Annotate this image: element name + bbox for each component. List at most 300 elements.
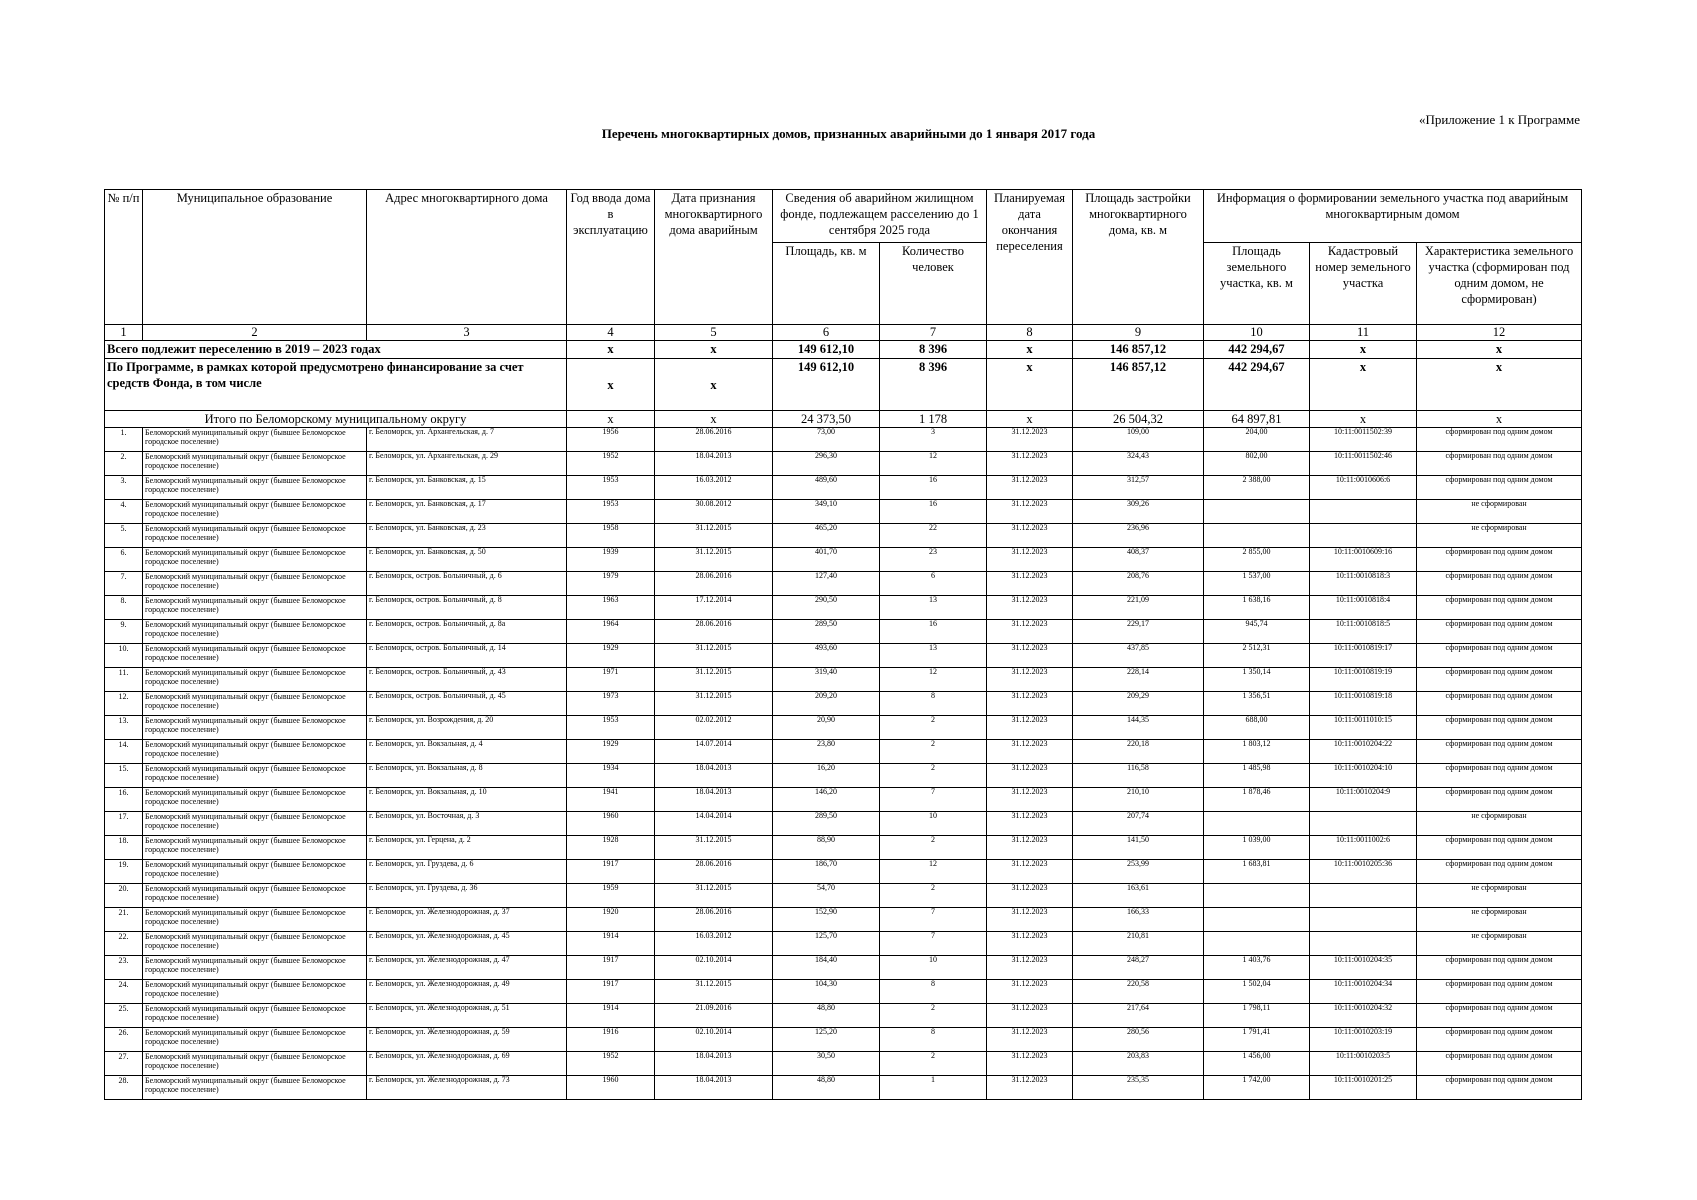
- row-planned-date: 31.12.2023: [987, 500, 1073, 524]
- row-land-area: 1 878,46: [1204, 788, 1310, 812]
- row-address: г. Беломорск, ул. Железнодорожная, д. 49: [367, 980, 567, 1004]
- row-build-area: 217,64: [1073, 1004, 1204, 1028]
- row-recognition-date: 31.12.2015: [655, 524, 773, 548]
- table-row: [105, 908, 1582, 932]
- row-municipality: Беломорский муниципальный округ (бывшее Беломорское городское поселение): [143, 740, 367, 764]
- row-municipality: Беломорский муниципальный округ (бывшее Беломорское городское поселение): [143, 1076, 367, 1100]
- row-address: г. Беломорск, ул. Железнодорожная, д. 73: [367, 1076, 567, 1100]
- row-municipality: Беломорский муниципальный округ (бывшее Беломорское городское поселение): [143, 1052, 367, 1076]
- row-cadastral: 10:11:0010818:3: [1310, 572, 1417, 596]
- table-row: [105, 476, 1582, 500]
- col-header-build-area: Площадь застройки многоквартирного дома, кв. м: [1073, 190, 1204, 325]
- row-recognition-date: 18.04.2013: [655, 764, 773, 788]
- row-people: 13: [880, 596, 987, 620]
- row-planned-date: 31.12.2023: [987, 596, 1073, 620]
- row-year: 1939: [567, 548, 655, 572]
- row-build-area: 163,61: [1073, 884, 1204, 908]
- total-build: 146 857,12: [1073, 341, 1204, 359]
- row-people: 7: [880, 788, 987, 812]
- total-char: x: [1417, 341, 1582, 359]
- row-recognition-date: 02.10.2014: [655, 956, 773, 980]
- program-land: 442 294,67: [1204, 359, 1310, 411]
- row-cadastral: 10:11:0010819:19: [1310, 668, 1417, 692]
- column-number: 6: [773, 325, 880, 341]
- table-row: [105, 596, 1582, 620]
- row-planned-date: 31.12.2023: [987, 956, 1073, 980]
- row-area: 16,20: [773, 764, 880, 788]
- row-people: 12: [880, 452, 987, 476]
- total-label: Всего подлежит переселению в 2019 – 2023 годах: [105, 341, 567, 359]
- row-number: 7.: [105, 572, 143, 596]
- row-number: 1.: [105, 428, 143, 452]
- row-planned-date: 31.12.2023: [987, 692, 1073, 716]
- row-area: 125,20: [773, 1028, 880, 1052]
- row-planned-date: 31.12.2023: [987, 788, 1073, 812]
- row-year: 1952: [567, 1052, 655, 1076]
- subtotal-plan: x: [987, 411, 1073, 428]
- row-cadastral: 10:11:0010201:25: [1310, 1076, 1417, 1100]
- row-number: 20.: [105, 884, 143, 908]
- row-area: 493,60: [773, 644, 880, 668]
- row-year: 1960: [567, 812, 655, 836]
- row-planned-date: 31.12.2023: [987, 1004, 1073, 1028]
- program-plan: x: [987, 359, 1073, 411]
- row-number: 23.: [105, 956, 143, 980]
- housing-table: [104, 189, 1582, 1100]
- row-land-char: сформирован под одним домом: [1417, 476, 1582, 500]
- subtotal-date: x: [655, 411, 773, 428]
- row-land-char: сформирован под одним домом: [1417, 836, 1582, 860]
- total-year: x: [567, 341, 655, 359]
- row-address: г. Беломорск, остров. Больничный, д. 14: [367, 644, 567, 668]
- row-area: 146,20: [773, 788, 880, 812]
- row-land-area: 1 537,00: [1204, 572, 1310, 596]
- row-number: 3.: [105, 476, 143, 500]
- row-cadastral: 10:11:0010204:34: [1310, 980, 1417, 1004]
- row-municipality: Беломорский муниципальный округ (бывшее Беломорское городское поселение): [143, 1004, 367, 1028]
- row-land-char: сформирован под одним домом: [1417, 452, 1582, 476]
- row-area: 48,80: [773, 1076, 880, 1100]
- program-build: 146 857,12: [1073, 359, 1204, 411]
- row-recognition-date: 16.03.2012: [655, 932, 773, 956]
- row-land-area: 1 485,98: [1204, 764, 1310, 788]
- total-plan: x: [987, 341, 1073, 359]
- row-land-area: [1204, 500, 1310, 524]
- row-municipality: Беломорский муниципальный округ (бывшее Беломорское городское поселение): [143, 764, 367, 788]
- row-people: 10: [880, 812, 987, 836]
- row-municipality: Беломорский муниципальный округ (бывшее Беломорское городское поселение): [143, 452, 367, 476]
- row-build-area: 141,50: [1073, 836, 1204, 860]
- total-people: 8 396: [880, 341, 987, 359]
- row-municipality: Беломорский муниципальный округ (бывшее Беломорское городское поселение): [143, 1028, 367, 1052]
- row-build-area: 235,35: [1073, 1076, 1204, 1100]
- table-row: [105, 644, 1582, 668]
- row-people: 23: [880, 548, 987, 572]
- col-header-year: Год ввода дома в эксплуатацию: [567, 190, 655, 325]
- row-year: 1964: [567, 620, 655, 644]
- row-area: 289,50: [773, 812, 880, 836]
- row-people: 2: [880, 1052, 987, 1076]
- row-planned-date: 31.12.2023: [987, 860, 1073, 884]
- row-address: г. Беломорск, ул. Банковская, д. 15: [367, 476, 567, 500]
- row-people: 2: [880, 884, 987, 908]
- row-cadastral: 10:11:0010818:4: [1310, 596, 1417, 620]
- row-land-char: не сформирован: [1417, 524, 1582, 548]
- appendix-label: «Приложение 1 к Программе: [1418, 112, 1580, 127]
- table-row: [105, 1004, 1582, 1028]
- row-people: 16: [880, 476, 987, 500]
- table-row: [105, 932, 1582, 956]
- row-people: 16: [880, 620, 987, 644]
- row-cadastral: 10:11:0010204:32: [1310, 1004, 1417, 1028]
- program-area: 149 612,10: [773, 359, 880, 411]
- row-year: 1917: [567, 980, 655, 1004]
- row-land-area: 802,00: [1204, 452, 1310, 476]
- row-planned-date: 31.12.2023: [987, 1052, 1073, 1076]
- table-row: [105, 1052, 1582, 1076]
- row-area: 401,70: [773, 548, 880, 572]
- row-number: 19.: [105, 860, 143, 884]
- row-land-char: сформирован под одним домом: [1417, 980, 1582, 1004]
- row-land-char: не сформирован: [1417, 884, 1582, 908]
- column-number: 7: [880, 325, 987, 341]
- row-build-area: 166,33: [1073, 908, 1204, 932]
- row-land-area: 688,00: [1204, 716, 1310, 740]
- row-people: 2: [880, 836, 987, 860]
- col-header-area: Площадь, кв. м: [773, 243, 880, 325]
- row-year: 1958: [567, 524, 655, 548]
- row-year: 1929: [567, 644, 655, 668]
- row-land-area: 1 356,51: [1204, 692, 1310, 716]
- table-row: [105, 884, 1582, 908]
- table-row: [105, 788, 1582, 812]
- row-build-area: 228,14: [1073, 668, 1204, 692]
- row-number: 6.: [105, 548, 143, 572]
- row-cadastral: 10:11:0010204:9: [1310, 788, 1417, 812]
- row-planned-date: 31.12.2023: [987, 980, 1073, 1004]
- row-land-area: [1204, 884, 1310, 908]
- row-cadastral: 10:11:0011502:39: [1310, 428, 1417, 452]
- program-year: x: [567, 359, 655, 411]
- row-planned-date: 31.12.2023: [987, 764, 1073, 788]
- table-row: [105, 860, 1582, 884]
- col-header-number: № п/п: [105, 190, 143, 325]
- row-address: г. Беломорск, ул. Вокзальная, д. 4: [367, 740, 567, 764]
- col-header-address: Адрес многоквартирного дома: [367, 190, 567, 325]
- row-recognition-date: 28.06.2016: [655, 860, 773, 884]
- row-planned-date: 31.12.2023: [987, 1028, 1073, 1052]
- row-recognition-date: 14.04.2014: [655, 812, 773, 836]
- row-planned-date: 31.12.2023: [987, 572, 1073, 596]
- row-cadastral: 10:11:0010204:22: [1310, 740, 1417, 764]
- row-land-char: не сформирован: [1417, 500, 1582, 524]
- program-cad: x: [1310, 359, 1417, 411]
- row-land-area: [1204, 932, 1310, 956]
- row-recognition-date: 14.07.2014: [655, 740, 773, 764]
- row-people: 8: [880, 1028, 987, 1052]
- row-address: г. Беломорск, остров. Больничный, д. 6: [367, 572, 567, 596]
- row-land-char: сформирован под одним домом: [1417, 644, 1582, 668]
- row-land-char: не сформирован: [1417, 932, 1582, 956]
- row-people: 1: [880, 1076, 987, 1100]
- row-address: г. Беломорск, ул. Архангельская, д. 7: [367, 428, 567, 452]
- row-address: г. Беломорск, ул. Восточная, д. 3: [367, 812, 567, 836]
- row-municipality: Беломорский муниципальный округ (бывшее Беломорское городское поселение): [143, 788, 367, 812]
- row-municipality: Беломорский муниципальный округ (бывшее Беломорское городское поселение): [143, 980, 367, 1004]
- row-planned-date: 31.12.2023: [987, 740, 1073, 764]
- row-recognition-date: 31.12.2015: [655, 692, 773, 716]
- row-land-area: 1 350,14: [1204, 668, 1310, 692]
- column-number: 1: [105, 325, 143, 341]
- total-row: [105, 341, 1582, 359]
- row-recognition-date: 16.03.2012: [655, 476, 773, 500]
- row-recognition-date: 28.06.2016: [655, 908, 773, 932]
- row-land-area: 1 791,41: [1204, 1028, 1310, 1052]
- column-number: 11: [1310, 325, 1417, 341]
- table-row: [105, 452, 1582, 476]
- row-build-area: 109,00: [1073, 428, 1204, 452]
- col-header-planned-date: Планируемая дата окончания переселения: [987, 190, 1073, 325]
- row-municipality: Беломорский муниципальный округ (бывшее Беломорское городское поселение): [143, 644, 367, 668]
- column-number: 4: [567, 325, 655, 341]
- table-row: [105, 620, 1582, 644]
- row-year: 1941: [567, 788, 655, 812]
- column-number: 2: [143, 325, 367, 341]
- row-planned-date: 31.12.2023: [987, 668, 1073, 692]
- row-municipality: Беломорский муниципальный округ (бывшее Беломорское городское поселение): [143, 956, 367, 980]
- row-land-char: сформирован под одним домом: [1417, 740, 1582, 764]
- row-people: 7: [880, 932, 987, 956]
- row-land-area: [1204, 908, 1310, 932]
- row-people: 2: [880, 1004, 987, 1028]
- row-recognition-date: 18.04.2013: [655, 788, 773, 812]
- table-row: [105, 812, 1582, 836]
- row-municipality: Беломорский муниципальный округ (бывшее Беломорское городское поселение): [143, 836, 367, 860]
- row-municipality: Беломорский муниципальный округ (бывшее Беломорское городское поселение): [143, 668, 367, 692]
- row-people: 22: [880, 524, 987, 548]
- row-area: 125,70: [773, 932, 880, 956]
- row-address: г. Беломорск, ул. Банковская, д. 50: [367, 548, 567, 572]
- row-land-area: 1 403,76: [1204, 956, 1310, 980]
- row-address: г. Беломорск, ул. Железнодорожная, д. 59: [367, 1028, 567, 1052]
- row-build-area: 210,81: [1073, 932, 1204, 956]
- row-build-area: 220,18: [1073, 740, 1204, 764]
- row-address: г. Беломорск, остров. Больничный, д. 45: [367, 692, 567, 716]
- row-area: 186,70: [773, 860, 880, 884]
- row-number: 10.: [105, 644, 143, 668]
- row-municipality: Беломорский муниципальный округ (бывшее Беломорское городское поселение): [143, 692, 367, 716]
- row-planned-date: 31.12.2023: [987, 620, 1073, 644]
- row-municipality: Беломорский муниципальный округ (бывшее Беломорское городское поселение): [143, 500, 367, 524]
- subtotal-people: 1 178: [880, 411, 987, 428]
- row-build-area: 209,29: [1073, 692, 1204, 716]
- row-build-area: 221,09: [1073, 596, 1204, 620]
- row-people: 2: [880, 740, 987, 764]
- row-land-area: 945,74: [1204, 620, 1310, 644]
- row-land-area: 1 798,11: [1204, 1004, 1310, 1028]
- row-people: 2: [880, 716, 987, 740]
- row-year: 1952: [567, 452, 655, 476]
- row-cadastral: 10:11:0010204:35: [1310, 956, 1417, 980]
- row-cadastral: 10:11:0010819:17: [1310, 644, 1417, 668]
- col-header-people: Количество человек: [880, 243, 987, 325]
- column-number: 3: [367, 325, 567, 341]
- row-municipality: Беломорский муниципальный округ (бывшее Беломорское городское поселение): [143, 524, 367, 548]
- row-people: 8: [880, 980, 987, 1004]
- row-cadastral: 10:11:0010606:6: [1310, 476, 1417, 500]
- row-address: г. Беломорск, остров. Больничный, д. 8: [367, 596, 567, 620]
- row-land-area: 1 683,81: [1204, 860, 1310, 884]
- row-planned-date: 31.12.2023: [987, 428, 1073, 452]
- row-year: 1953: [567, 500, 655, 524]
- row-recognition-date: 31.12.2015: [655, 980, 773, 1004]
- row-cadastral: 10:11:0010819:18: [1310, 692, 1417, 716]
- row-area: 349,10: [773, 500, 880, 524]
- row-number: 12.: [105, 692, 143, 716]
- row-recognition-date: 21.09.2016: [655, 1004, 773, 1028]
- column-number: 9: [1073, 325, 1204, 341]
- row-address: г. Беломорск, ул. Архангельская, д. 29: [367, 452, 567, 476]
- row-recognition-date: 30.08.2012: [655, 500, 773, 524]
- row-address: г. Беломорск, ул. Вокзальная, д. 10: [367, 788, 567, 812]
- row-people: 8: [880, 692, 987, 716]
- row-recognition-date: 02.02.2012: [655, 716, 773, 740]
- row-build-area: 437,85: [1073, 644, 1204, 668]
- table-row: [105, 980, 1582, 1004]
- subtotal-row: [105, 411, 1582, 428]
- row-land-area: 1 803,12: [1204, 740, 1310, 764]
- row-number: 22.: [105, 932, 143, 956]
- row-cadastral: [1310, 500, 1417, 524]
- row-municipality: Беломорский муниципальный округ (бывшее Беломорское городское поселение): [143, 932, 367, 956]
- subtotal-char: x: [1417, 411, 1582, 428]
- row-build-area: 408,37: [1073, 548, 1204, 572]
- col-header-recognition-date: Дата признания многоквартирного дома аварийным: [655, 190, 773, 325]
- row-build-area: 280,56: [1073, 1028, 1204, 1052]
- row-planned-date: 31.12.2023: [987, 932, 1073, 956]
- table-row: [105, 524, 1582, 548]
- row-people: 13: [880, 644, 987, 668]
- row-planned-date: 31.12.2023: [987, 476, 1073, 500]
- row-address: г. Беломорск, ул. Железнодорожная, д. 37: [367, 908, 567, 932]
- row-build-area: 253,99: [1073, 860, 1204, 884]
- row-cadastral: 10:11:0011502:46: [1310, 452, 1417, 476]
- row-municipality: Беломорский муниципальный округ (бывшее Беломорское городское поселение): [143, 428, 367, 452]
- subtotal-label: Итого по Беломорскому муниципальному округу: [105, 411, 567, 428]
- row-number: 28.: [105, 1076, 143, 1100]
- row-land-char: сформирован под одним домом: [1417, 428, 1582, 452]
- row-people: 2: [880, 764, 987, 788]
- row-address: г. Беломорск, ул. Железнодорожная, д. 51: [367, 1004, 567, 1028]
- row-year: 1971: [567, 668, 655, 692]
- row-year: 1979: [567, 572, 655, 596]
- column-number: 10: [1204, 325, 1310, 341]
- row-cadastral: [1310, 884, 1417, 908]
- row-planned-date: 31.12.2023: [987, 884, 1073, 908]
- row-land-area: [1204, 524, 1310, 548]
- total-cad: x: [1310, 341, 1417, 359]
- row-area: 290,50: [773, 596, 880, 620]
- row-area: 209,20: [773, 692, 880, 716]
- row-municipality: Беломорский муниципальный округ (бывшее Беломорское городское поселение): [143, 908, 367, 932]
- row-recognition-date: 28.06.2016: [655, 572, 773, 596]
- row-year: 1917: [567, 956, 655, 980]
- row-planned-date: 31.12.2023: [987, 548, 1073, 572]
- row-land-char: сформирован под одним домом: [1417, 620, 1582, 644]
- row-land-char: сформирован под одним домом: [1417, 692, 1582, 716]
- row-address: г. Беломорск, ул. Возрождения, д. 20: [367, 716, 567, 740]
- row-land-area: [1204, 812, 1310, 836]
- row-number: 11.: [105, 668, 143, 692]
- row-area: 73,00: [773, 428, 880, 452]
- subtotal-cad: x: [1310, 411, 1417, 428]
- row-cadastral: 10:11:0010205:36: [1310, 860, 1417, 884]
- row-area: 296,30: [773, 452, 880, 476]
- table-row: [105, 572, 1582, 596]
- row-recognition-date: 31.12.2015: [655, 668, 773, 692]
- row-area: 319,40: [773, 668, 880, 692]
- program-char: x: [1417, 359, 1582, 411]
- row-number: 5.: [105, 524, 143, 548]
- subtotal-year: x: [567, 411, 655, 428]
- row-address: г. Беломорск, ул. Железнодорожная, д. 47: [367, 956, 567, 980]
- row-municipality: Беломорский муниципальный округ (бывшее Беломорское городское поселение): [143, 620, 367, 644]
- row-area: 54,70: [773, 884, 880, 908]
- col-header-cadastral: Кадастровый номер земельного участка: [1310, 243, 1417, 325]
- row-planned-date: 31.12.2023: [987, 1076, 1073, 1100]
- row-land-area: 1 638,16: [1204, 596, 1310, 620]
- row-cadastral: 10:11:0011010:15: [1310, 716, 1417, 740]
- row-number: 25.: [105, 1004, 143, 1028]
- table-row: [105, 1076, 1582, 1100]
- row-land-char: сформирован под одним домом: [1417, 1052, 1582, 1076]
- row-land-area: 2 855,00: [1204, 548, 1310, 572]
- row-cadastral: 10:11:0010204:10: [1310, 764, 1417, 788]
- row-address: г. Беломорск, ул. Банковская, д. 17: [367, 500, 567, 524]
- row-year: 1914: [567, 932, 655, 956]
- row-build-area: 248,27: [1073, 956, 1204, 980]
- row-year: 1929: [567, 740, 655, 764]
- row-land-area: 204,00: [1204, 428, 1310, 452]
- row-number: 13.: [105, 716, 143, 740]
- row-people: 16: [880, 500, 987, 524]
- row-planned-date: 31.12.2023: [987, 644, 1073, 668]
- row-number: 17.: [105, 812, 143, 836]
- row-municipality: Беломорский муниципальный округ (бывшее Беломорское городское поселение): [143, 884, 367, 908]
- row-land-char: сформирован под одним домом: [1417, 596, 1582, 620]
- row-build-area: 220,58: [1073, 980, 1204, 1004]
- row-area: 465,20: [773, 524, 880, 548]
- total-area: 149 612,10: [773, 341, 880, 359]
- col-header-land-info: Информация о формировании земельного участка под аварийным многоквартирным домом: [1204, 190, 1582, 243]
- row-municipality: Беломорский муниципальный округ (бывшее Беломорское городское поселение): [143, 476, 367, 500]
- row-planned-date: 31.12.2023: [987, 452, 1073, 476]
- page-title: Перечень многоквартирных домов, признанных аварийными до 1 января 2017 года: [601, 126, 1096, 141]
- row-municipality: Беломорский муниципальный округ (бывшее Беломорское городское поселение): [143, 572, 367, 596]
- subtotal-land: 64 897,81: [1204, 411, 1310, 428]
- row-address: г. Беломорск, ул. Железнодорожная, д. 45: [367, 932, 567, 956]
- row-municipality: Беломорский муниципальный округ (бывшее Беломорское городское поселение): [143, 716, 367, 740]
- program-label: По Программе, в рамках которой предусмотрено финансирование за счет средств Фонда, в том числе: [105, 359, 567, 411]
- row-cadastral: [1310, 812, 1417, 836]
- table-row: [105, 500, 1582, 524]
- row-build-area: 144,35: [1073, 716, 1204, 740]
- row-municipality: Беломорский муниципальный округ (бывшее Беломорское городское поселение): [143, 548, 367, 572]
- row-year: 1963: [567, 596, 655, 620]
- row-address: г. Беломорск, ул. Герцена, д. 2: [367, 836, 567, 860]
- row-municipality: Беломорский муниципальный округ (бывшее Беломорское городское поселение): [143, 812, 367, 836]
- row-recognition-date: 31.12.2015: [655, 644, 773, 668]
